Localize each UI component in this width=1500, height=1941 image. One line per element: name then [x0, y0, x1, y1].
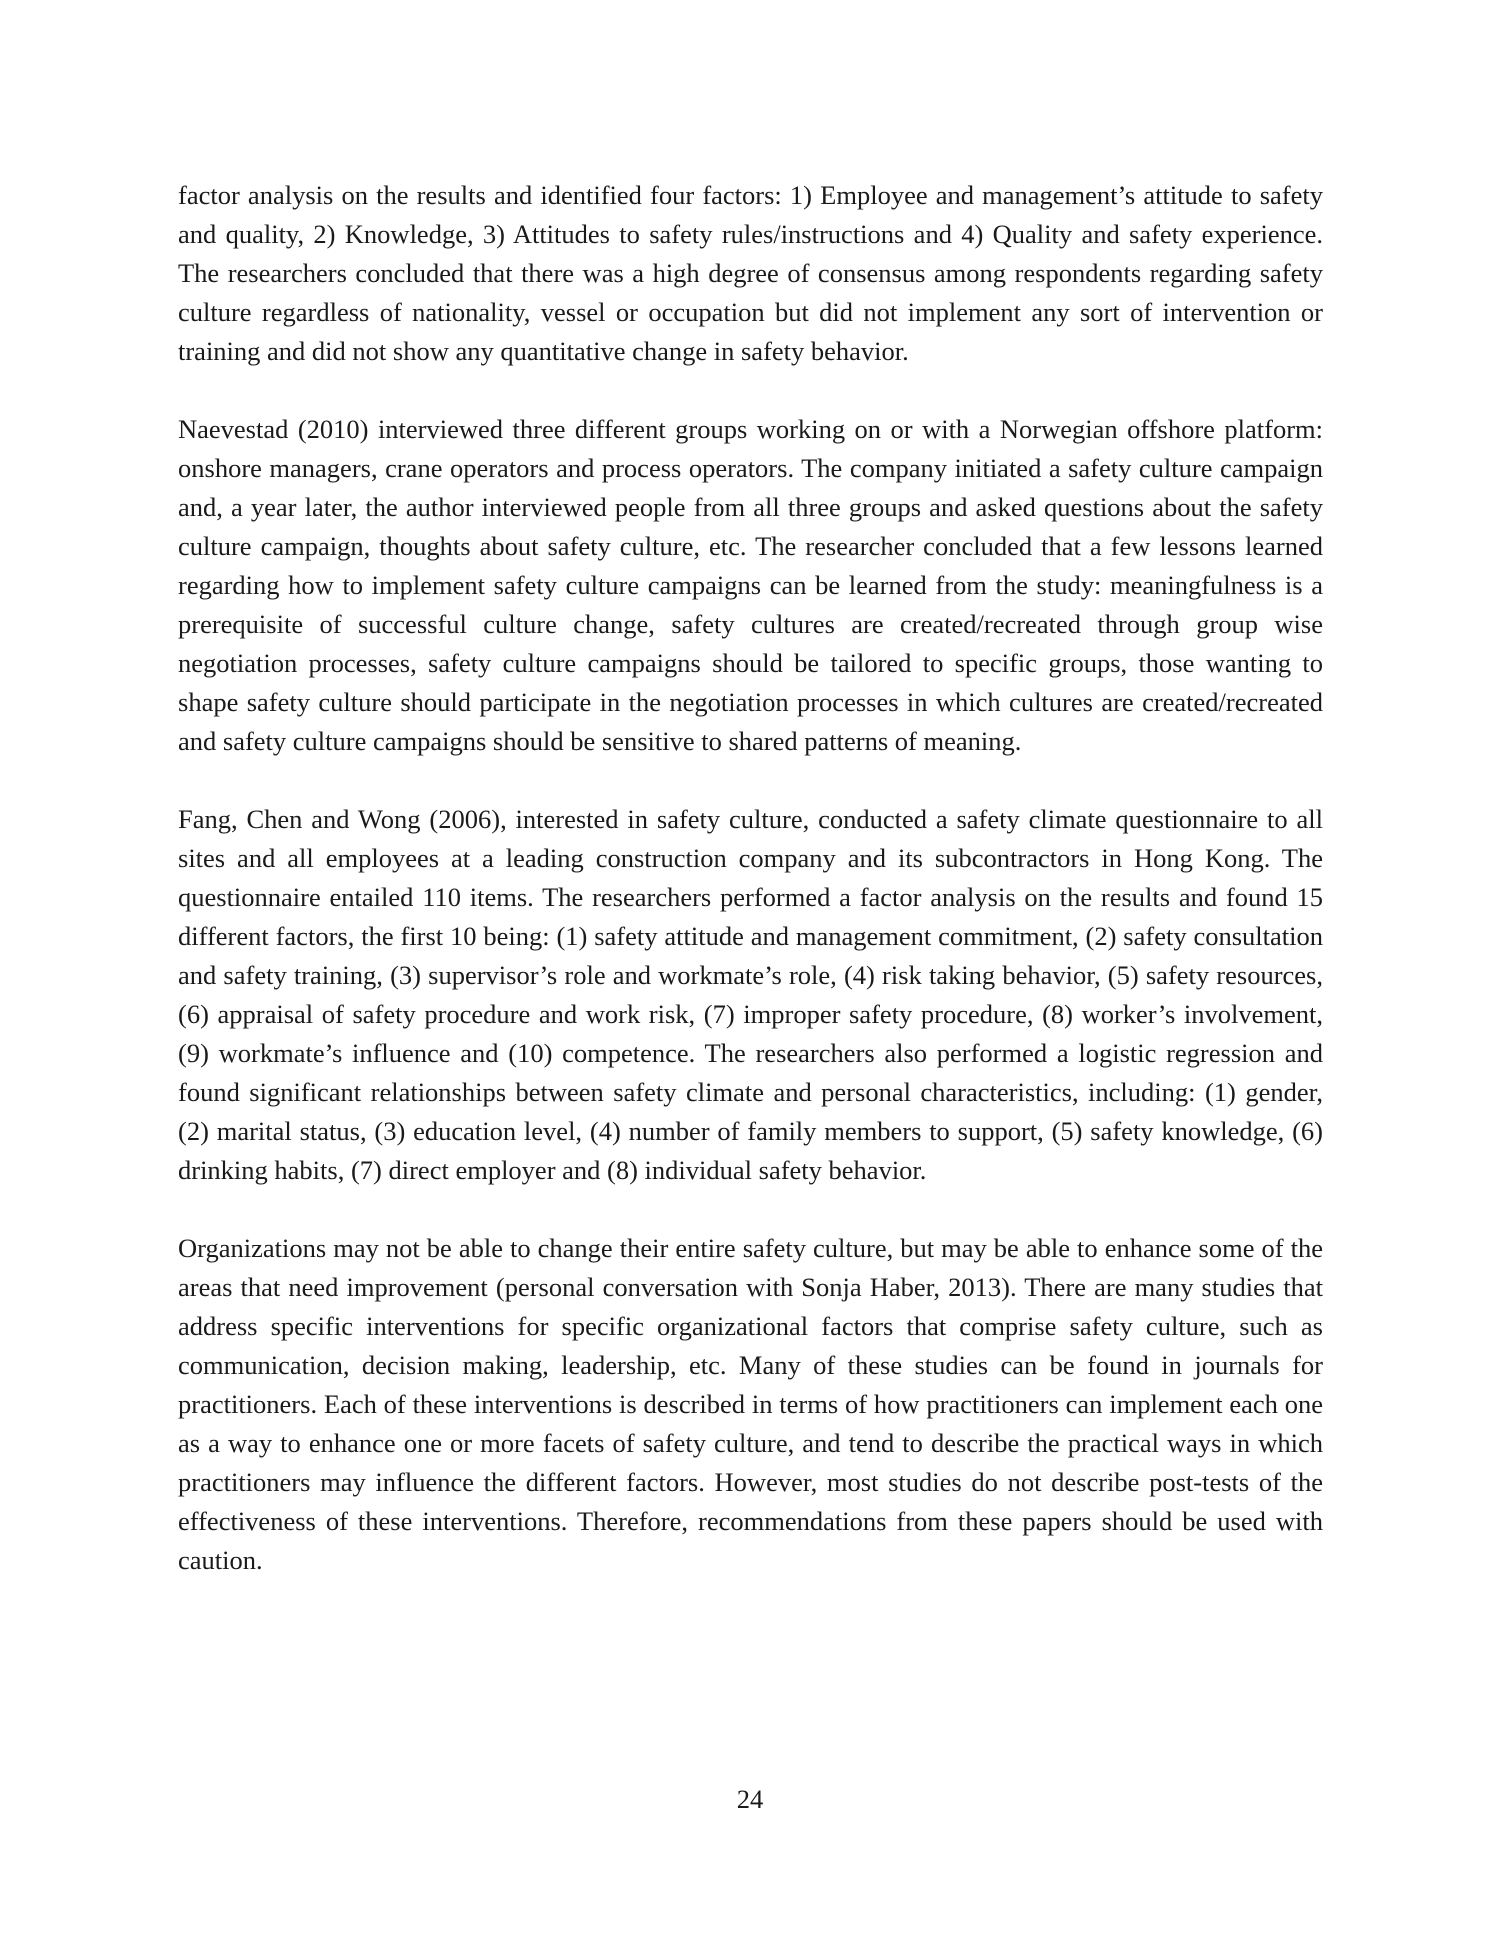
paragraph-naevestad: Naevestad (2010) interviewed three different groups working on or with a Norwegian offshore platform: onshore managers, crane operators and process operators. The company initiated a safety culture campaign and, a year later, the author interviewed people from all three groups and asked questions about the safety culture campaign, thoughts about safety culture, etc. The researcher concluded that a few lessons learned regarding how to implement safety culture campaigns can be learned from the study: meaningfulness is a prerequisite of successful culture change, safety cultures are created/recreated through group wise negotiation processes, safety culture campaigns should be tailored to specific groups, those wanting to shape safety culture should participate in the negotiation processes in which cultures are created/recreated and safety culture campaigns should be sensitive to shared patterns of meaning. [178, 414, 1323, 756]
body-text [178, 176, 1323, 1619]
paragraph-factor-analysis: factor analysis on the results and identified four factors: 1) Employee and management’s attitude to safety and quality, 2) Knowledge, 3) Attitudes to safety rules/instructions and 4) Quality and safety experience. The researchers concluded that there was a high degree of consensus among respondents regarding safety culture regardless of nationality, vessel or occupation but did not implement any sort of intervention or training and did not show any quantitative change in safety behavior. [178, 180, 1323, 366]
page-number: 24 [736, 1784, 764, 1814]
paragraph-fang-chen-wong: Fang, Chen and Wong (2006), interested in safety culture, conducted a safety climate questionnaire to all sites and all employees at a leading construction company and its subcontractors in Hong Kong. The questionnaire entailed 110 items. The researchers performed a factor analysis on the results and found 15 different factors, the first 10 being: (1) safety attitude and management commitment, (2) safety consultation and safety training, (3) supervisor’s role and workmate’s role, (4) risk taking behavior, (5) safety resources, (6) appraisal of safety procedure and work risk, (7) improper safety procedure, (8) worker’s involvement, (9) workmate’s influence and (10) competence. The researchers also performed a logistic regression and found significant relationships between safety climate and personal characteristics, including: (1) gender, (2) marital status, (3) education level, (4) number of family members to support, (5) safety knowledge, (6) drinking habits, (7) direct employer and (8) individual safety behavior. [178, 804, 1323, 1185]
paragraph-organizations: Organizations may not be able to change their entire safety culture, but may be able to enhance some of the areas that need improvement (personal conversation with Sonja Haber, 2013). There are many studies that address specific interventions for specific organizational factors that comprise safety culture, such as communication, decision making, leadership, etc. Many of these studies can be found in journals for practitioners. Each of these interventions is described in terms of how practitioners can implement each one as a way to enhance one or more facets of safety culture, and tend to describe the practical ways in which practitioners may influence the different factors. However, most studies do not describe post-tests of the effectiveness of these interventions. Therefore, recommendations from these papers should be used with caution. [178, 1233, 1323, 1575]
